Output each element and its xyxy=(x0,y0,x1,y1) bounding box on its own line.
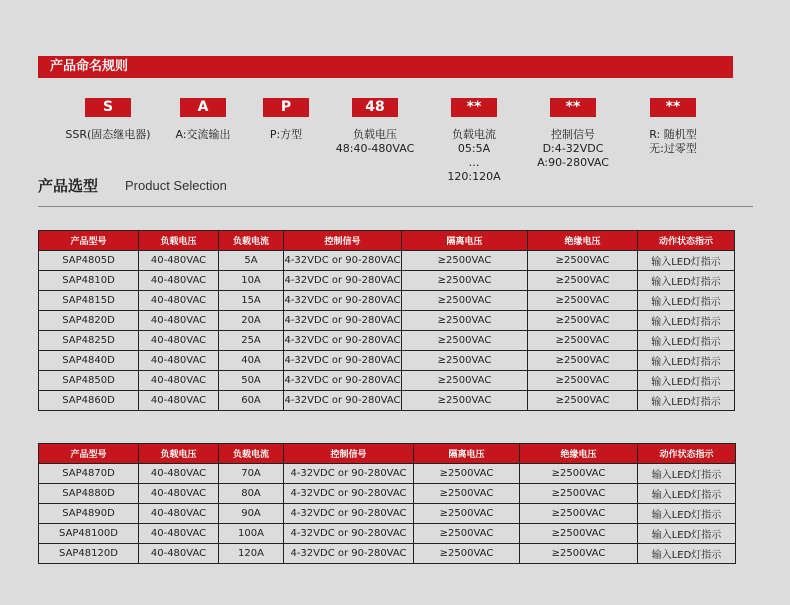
cell-control-signal: 4-32VDC or 90-280VAC xyxy=(284,464,414,484)
table-row xyxy=(39,371,735,391)
cell-control-signal: 4-32VDC or 90-280VAC xyxy=(284,311,402,331)
table-row xyxy=(39,351,735,371)
cell-control-signal: 4-32VDC or 90-280VAC xyxy=(284,331,402,351)
cell-model: SAP48100D xyxy=(39,524,139,544)
code-box: 48 xyxy=(352,98,398,117)
cell-load-current: 120A xyxy=(219,544,284,564)
cell-status-indicator: 输入LED灯指示 xyxy=(638,251,735,271)
naming-item-switch-type xyxy=(613,98,733,156)
col-header-load-voltage: 负载电压 xyxy=(139,231,219,251)
col-header-load-current: 负载电流 xyxy=(219,231,284,251)
cell-load-voltage: 40-480VAC xyxy=(139,391,219,411)
cell-load-current: 90A xyxy=(219,504,284,524)
section-divider xyxy=(38,206,753,207)
cell-model: SAP4850D xyxy=(39,371,139,391)
cell-load-voltage: 40-480VAC xyxy=(139,371,219,391)
code-box: S xyxy=(85,98,131,117)
cell-model: SAP4820D xyxy=(39,311,139,331)
cell-insulation-voltage: ≥2500VAC xyxy=(528,311,638,331)
cell-load-voltage: 40-480VAC xyxy=(139,504,219,524)
cell-model: SAP4860D xyxy=(39,391,139,411)
cell-status-indicator: 输入LED灯指示 xyxy=(638,504,736,524)
code-desc: 控制信号 D:4-32VDC A:90-280VAC xyxy=(537,128,609,169)
col-header-load-current: 负载电流 xyxy=(219,444,284,464)
cell-load-voltage: 40-480VAC xyxy=(139,544,219,564)
cell-control-signal: 4-32VDC or 90-280VAC xyxy=(284,271,402,291)
code-desc: P:方型 xyxy=(269,128,303,141)
cell-model: SAP4880D xyxy=(39,484,139,504)
cell-isolation-voltage: ≥2500VAC xyxy=(414,504,520,524)
cell-insulation-voltage: ≥2500VAC xyxy=(520,484,638,504)
cell-load-voltage: 40-480VAC xyxy=(139,484,219,504)
cell-status-indicator: 输入LED灯指示 xyxy=(638,391,735,411)
table-row xyxy=(39,484,736,504)
col-header-insulation-voltage: 绝缘电压 xyxy=(520,444,638,464)
cell-status-indicator: 输入LED灯指示 xyxy=(638,331,735,351)
table-row xyxy=(39,271,735,291)
cell-load-voltage: 40-480VAC xyxy=(139,331,219,351)
code-box: ** xyxy=(550,98,596,117)
cell-model: SAP4870D xyxy=(39,464,139,484)
code-box: ** xyxy=(650,98,696,117)
code-box: P xyxy=(263,98,309,117)
cell-status-indicator: 输入LED灯指示 xyxy=(638,544,736,564)
cell-load-voltage: 40-480VAC xyxy=(139,524,219,544)
cell-load-current: 5A xyxy=(219,251,284,271)
col-header-insulation-voltage: 绝缘电压 xyxy=(528,231,638,251)
naming-rules-header: 产品命名规则 xyxy=(38,56,733,78)
cell-isolation-voltage: ≥2500VAC xyxy=(414,524,520,544)
cell-status-indicator: 输入LED灯指示 xyxy=(638,271,735,291)
cell-load-voltage: 40-480VAC xyxy=(139,271,219,291)
cell-load-voltage: 40-480VAC xyxy=(139,464,219,484)
cell-status-indicator: 输入LED灯指示 xyxy=(638,311,735,331)
cell-isolation-voltage: ≥2500VAC xyxy=(402,271,528,291)
cell-insulation-voltage: ≥2500VAC xyxy=(520,504,638,524)
cell-insulation-voltage: ≥2500VAC xyxy=(520,524,638,544)
cell-isolation-voltage: ≥2500VAC xyxy=(402,371,528,391)
code-desc: A:交流输出 xyxy=(175,128,231,141)
cell-load-voltage: 40-480VAC xyxy=(139,291,219,311)
cell-status-indicator: 输入LED灯指示 xyxy=(638,484,736,504)
cell-insulation-voltage: ≥2500VAC xyxy=(528,331,638,351)
cell-isolation-voltage: ≥2500VAC xyxy=(414,484,520,504)
cell-status-indicator: 输入LED灯指示 xyxy=(638,371,735,391)
code-desc: 负载电流 05:5A … 120:120A xyxy=(447,128,501,183)
cell-control-signal: 4-32VDC or 90-280VAC xyxy=(284,524,414,544)
cell-isolation-voltage: ≥2500VAC xyxy=(402,351,528,371)
cell-model: SAP4825D xyxy=(39,331,139,351)
col-header-isolation-voltage: 隔离电压 xyxy=(402,231,528,251)
cell-status-indicator: 输入LED灯指示 xyxy=(638,524,736,544)
table-row xyxy=(39,544,736,564)
cell-insulation-voltage: ≥2500VAC xyxy=(528,291,638,311)
cell-control-signal: 4-32VDC or 90-280VAC xyxy=(284,504,414,524)
code-box: ** xyxy=(451,98,497,117)
cell-insulation-voltage: ≥2500VAC xyxy=(528,391,638,411)
col-header-isolation-voltage: 隔离电压 xyxy=(414,444,520,464)
cell-load-voltage: 40-480VAC xyxy=(139,351,219,371)
cell-isolation-voltage: ≥2500VAC xyxy=(402,251,528,271)
cell-model: SAP4815D xyxy=(39,291,139,311)
cell-load-voltage: 40-480VAC xyxy=(139,311,219,331)
cell-control-signal: 4-32VDC or 90-280VAC xyxy=(284,484,414,504)
cell-control-signal: 4-32VDC or 90-280VAC xyxy=(284,291,402,311)
cell-load-current: 80A xyxy=(219,484,284,504)
cell-load-current: 50A xyxy=(219,371,284,391)
cell-control-signal: 4-32VDC or 90-280VAC xyxy=(284,371,402,391)
product-selection-subtitle: Product Selection xyxy=(125,178,227,193)
col-header-status-indicator: 动作状态指示 xyxy=(638,444,736,464)
table-row xyxy=(39,504,736,524)
cell-status-indicator: 输入LED灯指示 xyxy=(638,291,735,311)
col-header-control-signal: 控制信号 xyxy=(284,444,414,464)
cell-load-current: 10A xyxy=(219,271,284,291)
cell-model: SAP48120D xyxy=(39,544,139,564)
table-row xyxy=(39,524,736,544)
table-row xyxy=(39,331,735,351)
cell-load-current: 20A xyxy=(219,311,284,331)
cell-control-signal: 4-32VDC or 90-280VAC xyxy=(284,351,402,371)
cell-isolation-voltage: ≥2500VAC xyxy=(414,544,520,564)
cell-load-current: 100A xyxy=(219,524,284,544)
col-header-load-voltage: 负载电压 xyxy=(139,444,219,464)
table-row xyxy=(39,291,735,311)
cell-isolation-voltage: ≥2500VAC xyxy=(402,291,528,311)
cell-load-current: 70A xyxy=(219,464,284,484)
col-header-status-indicator: 动作状态指示 xyxy=(638,231,735,251)
cell-model: SAP4840D xyxy=(39,351,139,371)
cell-isolation-voltage: ≥2500VAC xyxy=(402,331,528,351)
col-header-model: 产品型号 xyxy=(39,444,139,464)
table-header-row xyxy=(39,231,735,251)
cell-load-current: 25A xyxy=(219,331,284,351)
cell-load-voltage: 40-480VAC xyxy=(139,251,219,271)
cell-load-current: 60A xyxy=(219,391,284,411)
cell-model: SAP4810D xyxy=(39,271,139,291)
cell-isolation-voltage: ≥2500VAC xyxy=(402,311,528,331)
code-desc: SSR(固态继电器) xyxy=(65,128,151,141)
cell-insulation-voltage: ≥2500VAC xyxy=(528,251,638,271)
col-header-control-signal: 控制信号 xyxy=(284,231,402,251)
product-selection-title: 产品选型 xyxy=(38,177,99,195)
cell-load-current: 40A xyxy=(219,351,284,371)
code-desc: 负载电压 48:40-480VAC xyxy=(335,128,415,155)
selection-table-1 xyxy=(38,230,735,411)
table-header-row xyxy=(39,444,736,464)
code-desc: R: 随机型 无:过零型 xyxy=(649,128,697,155)
selection-table-2 xyxy=(38,443,736,564)
cell-insulation-voltage: ≥2500VAC xyxy=(528,371,638,391)
cell-control-signal: 4-32VDC or 90-280VAC xyxy=(284,391,402,411)
table-row xyxy=(39,251,735,271)
cell-control-signal: 4-32VDC or 90-280VAC xyxy=(284,251,402,271)
col-header-model: 产品型号 xyxy=(39,231,139,251)
cell-isolation-voltage: ≥2500VAC xyxy=(402,391,528,411)
table-row xyxy=(39,311,735,331)
cell-insulation-voltage: ≥2500VAC xyxy=(520,464,638,484)
cell-insulation-voltage: ≥2500VAC xyxy=(528,351,638,371)
table-row xyxy=(39,464,736,484)
cell-insulation-voltage: ≥2500VAC xyxy=(520,544,638,564)
cell-control-signal: 4-32VDC or 90-280VAC xyxy=(284,544,414,564)
cell-status-indicator: 输入LED灯指示 xyxy=(638,351,735,371)
cell-model: SAP4805D xyxy=(39,251,139,271)
table-row xyxy=(39,391,735,411)
cell-insulation-voltage: ≥2500VAC xyxy=(528,271,638,291)
cell-status-indicator: 输入LED灯指示 xyxy=(638,464,736,484)
cell-isolation-voltage: ≥2500VAC xyxy=(414,464,520,484)
cell-load-current: 15A xyxy=(219,291,284,311)
cell-model: SAP4890D xyxy=(39,504,139,524)
code-box: A xyxy=(180,98,226,117)
